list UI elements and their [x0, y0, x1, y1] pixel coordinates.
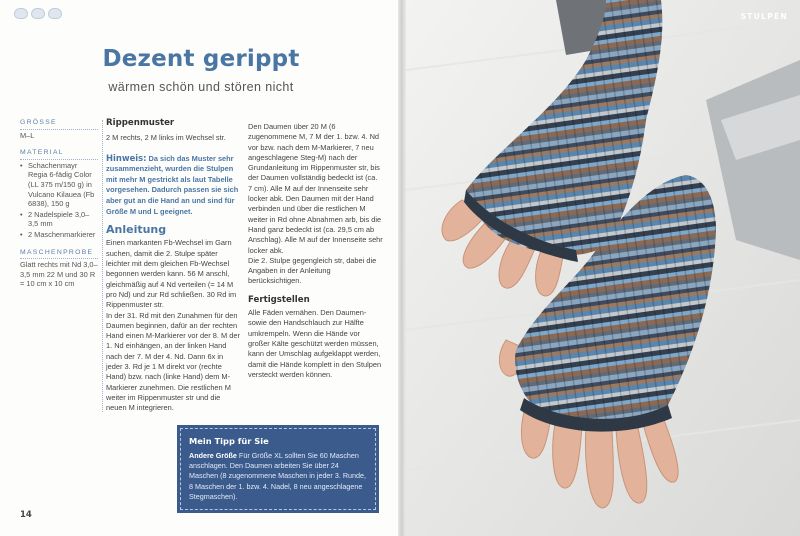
gauge-text: Glatt rechts mit Nd 3,0–3,5 mm 22 M und 30 R = 10 cm x 10 cm [20, 260, 98, 289]
size-value: M–L [20, 130, 35, 140]
finishing-heading: Fertigstellen [248, 294, 310, 305]
material-heading: MATERIAL [20, 148, 98, 160]
instructions-column-2 [248, 122, 383, 380]
yarn-ball-icon [48, 8, 62, 19]
instructions-text: Einen markanten Fb-Wechsel im Garn suchen, damit die 2. Stulpe später leichter mit dem gleichen Fb-Wechsel begonnen werden kann. 56 M anschl, gleichmäßig auf 4 Nd verteilen (= 14 M pro Nd) und zur Rd schließen. 30 Rd im Rippenmuster str. [106, 238, 237, 310]
thumb-instructions: Den Daumen über 20 M (6 zugenommene M, 7 M der 1. bzw. 4. Nd vor bzw. nach dem M-Markierer, 7 neu angeschlagene Steg-M) nach der Grundanleitung im Rippenmuster str, bis der Daumen vollständig bedeckt ist (ca. 7 cm). Alle M auf der Innenseite sehr locker abk. Den Daumen mit der Hand verbinden und über die restlichen M weiter in Rd ohne Abnahmen arb, bis die Hand ganz bedeckt ist (ca. 29,5 cm ab Anschlag). Alle M auf der Innenseite sehr locker abk. [248, 122, 383, 255]
gauge-heading: MASCHENPROBE [20, 248, 98, 260]
fingerless-gloves-photo [406, 0, 800, 536]
size-heading: GRÖSSE [20, 118, 98, 130]
instructions-text-2: In der 31. Rd mit den Zunahmen für den Daumen beginnen, dafür an der rechten Hand einen M-Markierer vor der 8. M der 1. Nd einhängen, an der linken Hand nach der 7. M der 4. Nd. Dann 6x in jeder 3. Rd je 1 M direkt vor (rechte Hand) bzw. nach (linke Hand) dem M-Markierer zunehmen. Die restlichen M weiter im Rippenmuster str und die neuen M integrieren. [106, 310, 240, 413]
page-subtitle: wärmen schön und stören nicht [108, 80, 294, 94]
hint-block [106, 153, 240, 218]
finishing-text: Alle Fäden vernähen. Den Daumen- sowie den Handschlauch zur Hälfte umkrempeln. Wenn die Hände vor großer Kälte geschützt werden müssen, kann der Umschlag aufgeklappt werden, damit die Hände komplett in den Stulpen versteckt werden können. [248, 308, 382, 379]
page-number: 14 [20, 510, 32, 520]
instructions-heading: Anleitung [106, 223, 167, 237]
yarn-ball-icon [31, 8, 45, 19]
tip-title: Mein Tipp für Sie [189, 436, 269, 446]
material-item: • 2 Nadelspiele 3,0–3,5 mm [20, 209, 90, 229]
section-label: STULPEN [740, 12, 788, 21]
page-title: Dezent gerippt [102, 46, 300, 72]
hint-label: Hinweis: [106, 152, 147, 163]
materials-sidebar [20, 118, 98, 289]
material-item: • 2 Maschenmarkierer [20, 229, 96, 239]
yarn-ball-icons [14, 8, 62, 19]
second-cuff-text: Die 2. Stulpe gegengleich str, dabei die Angaben in der Anleitung berücksichtigen. [248, 255, 377, 286]
tip-lead: Andere Größe [189, 451, 237, 460]
tip-box [177, 425, 379, 513]
book-gutter [398, 0, 406, 536]
material-item: • Schachenmayr Regia 6-fädig Color (LL 375 m/150 g) in Vulcano Kilauea (Fb 6838), 150 g [20, 160, 95, 209]
product-photo [406, 0, 800, 536]
rib-pattern-heading: Rippenmuster [106, 118, 175, 128]
hint-text: Da sich das Muster sehr zusammenzieht, wurden die Stulpen mit mehr M gestrickt als laut Tabelle vorgesehen. Dadurch passen sie sich aber gut an die Hand an und sind für Größe M und L geeignet. [106, 153, 239, 216]
yarn-ball-icon [14, 8, 28, 19]
column-divider [102, 120, 103, 412]
tip-text: Andere Größe Für Größe XL sollten Sie 60 Maschen anschlagen. Den Daumen arbeiten Sie über 24 Maschen (8 zugenommene Maschen in jeder 3. Runde, 8 Maschen der 1. bzw. 4. Nadel, 8 neu angeschlagene Stegmaschen). [189, 451, 366, 501]
instructions-column-1 [106, 118, 240, 414]
rib-pattern-text: 2 M rechts, 2 M links im Wechsel str. [106, 133, 226, 143]
